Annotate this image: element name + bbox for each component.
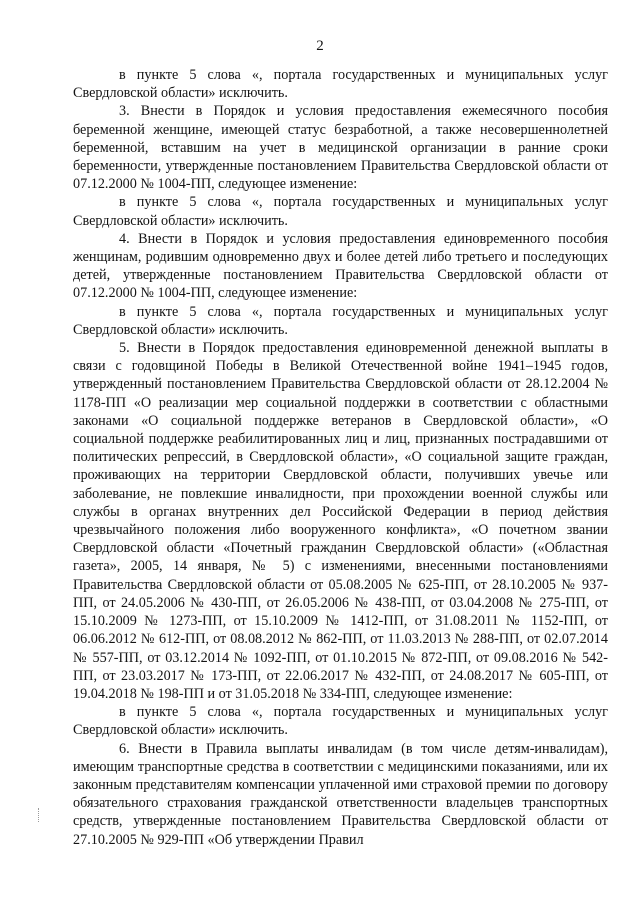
- paragraph-section-4: 4. Внести в Порядок и условия предоставления единовременного пособия женщинам, родившим одновременно двух и более детей либо третьего и последующих детей, утвержденные постановлением Правительства Свердловской области от 07.12.2000 № 1004-ПП, следующее изменение:: [73, 230, 608, 302]
- paragraph-section-3: 3. Внести в Порядок и условия предоставления ежемесячного пособия беременной женщине, имеющей статус безработной, а также несовершеннолетней беременной, вставшим на учет в медицинской организации в ранние сроки беременности, утвержденные постановлением Правительства Свердловской области от 07.12.2000 № 1004-ПП, следующее изменение:: [73, 103, 608, 193]
- paragraph-section-3-amendment: в пункте 5 слова «, портала государственных и муниципальных услуг Свердловской области» исключить.: [73, 194, 608, 229]
- document-body: [73, 66, 608, 849]
- paragraph-section-4-amendment: в пункте 5 слова «, портала государственных и муниципальных услуг Свердловской области» исключить.: [73, 303, 608, 338]
- paragraph-section-5: 5. Внести в Порядок предоставления единовременной денежной выплаты в связи с годовщиной Победы в Великой Отечественной войне 1941–1945 годов, утвержденный постановлением Правительства Свердловской области от 28.12.2004 № 1178-ПП «О реализации мер социальной поддержки в соответствии с областными законами «О социальной поддержке ветеранов в Свердловской области», «О социальной поддержке реабилитированных лиц и лиц, признанных пострадавшими от политических репрессий, в Свердловской области», «О социальной защите граждан, проживающих на территории Свердловской области, получивших увечье или заболевание, не повлекшие инвалидности, при прохождении военной службы или службы в органах внутренних дел Российской Федерации в период действия чрезвычайного положения либо вооруженного конфликта», «О почетном звании Свердловской области «Почетный гражданин Свердловской области» («Областная газета», 2005, 14 января, № 5) с изменениями, внесенными постановлениями Правительства Свердловской области от 05.08.2005 № 625-ПП, от 28.10.2005 № 937-ПП, от 24.05.2006 № 430-ПП, от 26.05.2006 № 438-ПП, от 03.04.2008 № 275-ПП, от 15.10.2009 № 1273-ПП, от 15.10.2009 № 1412-ПП, от 31.08.2011 № 1152-ПП, от 06.06.2012 № 612-ПП, от 08.08.2012 № 862-ПП, от 11.03.2013 № 288-ПП, от 02.07.2014 № 557-ПП, от 03.12.2014 № 1092-ПП, от 01.10.2015 № 872-ПП, от 09.08.2016 № 542-ПП, от 23.03.2017 № 173-ПП, от 22.06.2017 № 432-ПП, от 24.08.2017 № 605-ПП, от 19.04.2018 № 198-ПП и от 31.05.2018 № 334-ПП, следующее изменение:: [73, 340, 608, 702]
- page-number: 2: [316, 38, 324, 54]
- paragraph-section-5-amendment: в пункте 5 слова «, портала государственных и муниципальных услуг Свердловской области» исключить.: [73, 704, 608, 739]
- paragraph-item-5-amendment: в пункте 5 слова «, портала государственных и муниципальных услуг Свердловской области» исключить.: [73, 67, 608, 102]
- scan-margin-mark: [38, 808, 42, 822]
- paragraph-section-6: 6. Внести в Правила выплаты инвалидам (в том числе детям-инвалидам), имеющим транспортные средства в соответствии с медицинскими показаниями, или их законным представителям компенсации уплаченной ими страховой премии по договору обязательного страхования гражданской ответственности владельцев транспортных средств, утвержденные постановлением Правительства Свердловской области от 27.10.2005 № 929-ПП «Об утверждении Правил: [73, 740, 608, 848]
